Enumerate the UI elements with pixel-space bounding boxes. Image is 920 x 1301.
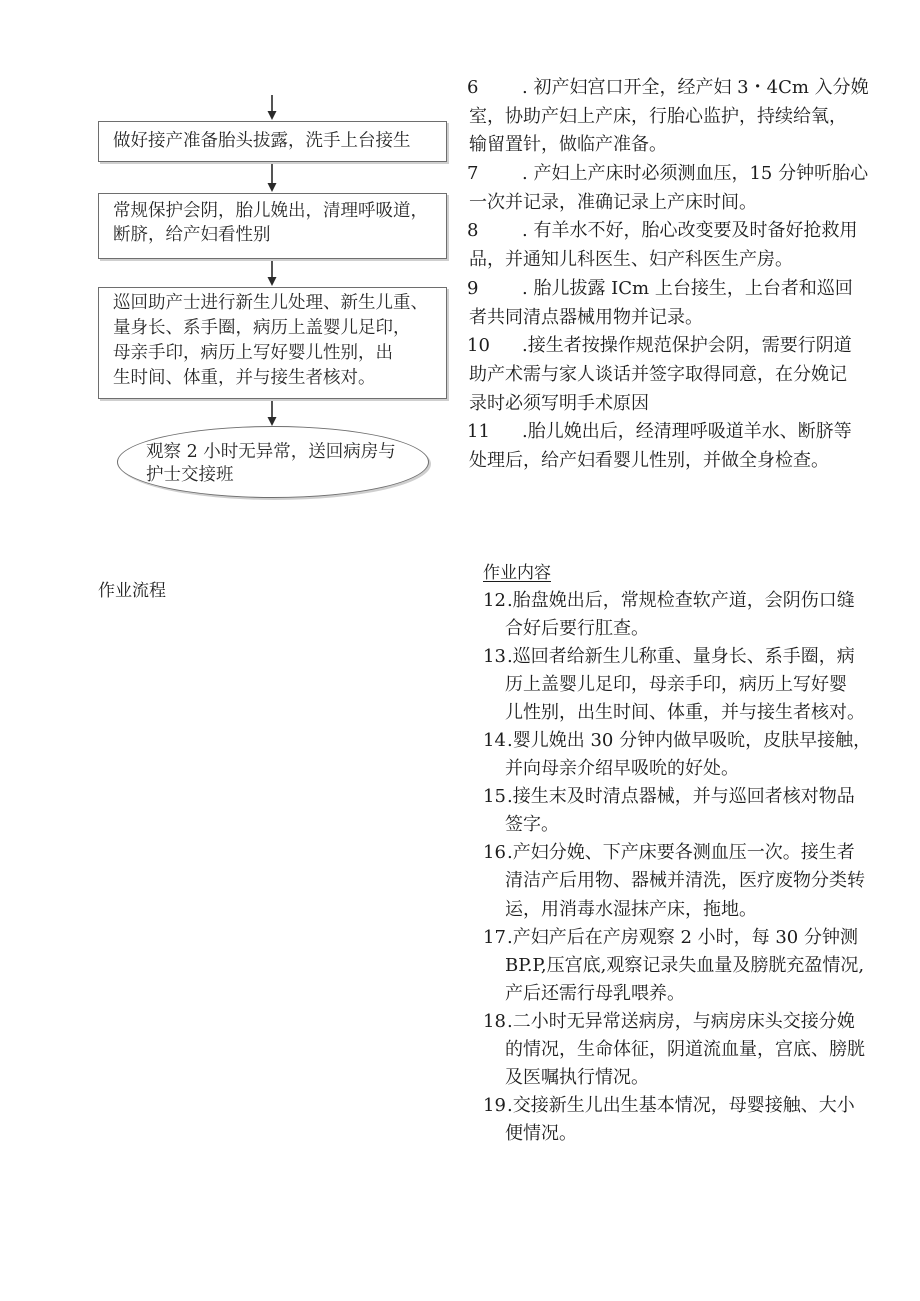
step-number: 14 <box>483 730 506 752</box>
step-text: 及医嘱执行情况。 <box>505 1066 649 1088</box>
step-number: 6 <box>467 77 479 98</box>
step-text: .产妇分娩、下产床要各测血压一次。接生者 <box>507 842 855 864</box>
step-number: 17 <box>483 926 506 948</box>
step-text: 便情况。 <box>505 1122 577 1144</box>
procedure-step <box>483 924 913 1008</box>
step-first-line <box>483 1092 913 1120</box>
step-text: 一次并记录，准确记录上产床时间。 <box>469 191 757 213</box>
step-text: . 产妇上产床时必须测血压，15 分钟听胎心 <box>522 163 869 185</box>
step-first-line <box>483 924 913 952</box>
step-text: 合好后要行肛查。 <box>505 618 649 640</box>
step-first-line <box>467 418 907 447</box>
step-first-line <box>467 160 907 189</box>
step-first-line <box>467 74 907 103</box>
step-text: 品，并通知儿科医生、妇产科医生产房。 <box>469 249 793 271</box>
flow-step-box <box>98 287 447 399</box>
step-text: . 初产妇宫口开全，经产妇 3・4Cm 入分娩 <box>522 77 869 98</box>
step-text: 输留置针，做临产准备。 <box>469 134 667 156</box>
flow-step-text: 生时间、体重，并与接生者核对。 <box>113 368 376 388</box>
step-text: BP.P,压宫底,观察记录失血量及膀胱充盈情况, <box>505 954 865 976</box>
flow-step-box <box>98 121 447 162</box>
step-number: 19 <box>483 1094 506 1116</box>
flow-step-text: 量身长、系手圈，病历上盖婴儿足印， <box>113 318 411 338</box>
step-first-line <box>467 332 907 361</box>
procedure-step <box>483 727 913 783</box>
step-number: 7 <box>467 163 479 185</box>
step-text: 产后还需行母乳喂养。 <box>505 982 685 1004</box>
step-first-line <box>483 783 913 811</box>
step-first-line <box>483 1008 913 1036</box>
procedure-step <box>483 783 913 839</box>
step-number: 16 <box>483 842 506 864</box>
step-text: 签字。 <box>505 814 559 836</box>
step-first-line <box>483 839 913 867</box>
step-text: 室，协助产妇上产床，行胎心监护，持续给氧， <box>469 105 847 127</box>
step-text: .婴儿娩出 30 分钟内做早吸吮，皮肤早接触， <box>507 730 872 752</box>
flow-step-text: 母亲手印，病历上写好婴儿性别，出 <box>113 343 393 363</box>
step-text: .胎儿娩出后，经清理呼吸道羊水、断脐等 <box>522 421 852 443</box>
step-text: 录时必须写明手术原因 <box>469 392 649 414</box>
flow-arrow-down-icon <box>268 260 277 286</box>
step-number: 8 <box>467 220 479 242</box>
step-text: 运，用消毒水湿抹产床，拖地。 <box>505 898 757 920</box>
step-first-line <box>467 275 907 304</box>
step-first-line <box>483 727 913 755</box>
step-text: .产妇产后在产房观察 2 小时，每 30 分钟测 <box>507 926 858 948</box>
flow-step-text: 常规保护会阴，胎儿娩出，清理呼吸道， <box>113 201 428 221</box>
flow-step-text: 做好接产准备胎头拔露，洗手上台接生 <box>113 131 411 151</box>
flow-arrow-down-icon <box>268 400 277 426</box>
flow-end-terminal <box>117 426 429 498</box>
step-text: .巡回者给新生儿称重、量身长、系手圈，病 <box>507 646 855 668</box>
procedure-step <box>467 418 907 475</box>
procedure-step <box>467 74 907 160</box>
step-number: 10 <box>467 335 490 357</box>
flow-end-text: 护士交接班 <box>146 465 234 485</box>
step-number: 11 <box>467 421 490 443</box>
step-text: 历上盖婴儿足印，母亲手印，病历上写好婴 <box>505 674 847 696</box>
step-text: .二小时无异常送病房，与病房床头交接分娩 <box>507 1010 855 1032</box>
step-text: 清洁产后用物、器械并清洗，医疗废物分类转 <box>505 870 865 892</box>
step-number: 18 <box>483 1010 506 1032</box>
procedure-step <box>483 587 913 643</box>
procedure-step <box>483 643 913 727</box>
flow-arrow-down-icon <box>268 164 277 192</box>
step-number: 9 <box>467 277 479 299</box>
procedure-step <box>467 332 907 418</box>
procedure-step <box>483 1092 913 1148</box>
flow-arrow-down-icon <box>268 95 277 120</box>
step-text: .接生末及时清点器械，并与巡回者核对物品 <box>507 786 855 808</box>
step-text: .接生者按操作规范保护会阴，需要行阴道 <box>522 335 852 357</box>
procedure-step <box>467 275 907 332</box>
step-first-line <box>467 217 907 246</box>
step-number: 12 <box>483 590 506 611</box>
step-text: 儿性别，出生时间、体重，并与接生者核对。 <box>505 702 865 724</box>
step-text: 并向母亲介绍早吸吮的好处。 <box>505 758 739 780</box>
step-text: .胎盘娩出后，常规检查软产道，会阴伤口缝 <box>507 590 855 611</box>
section-label-content: 作业内容 <box>483 563 551 583</box>
procedure-list <box>483 587 913 1148</box>
procedure-step <box>467 217 907 274</box>
flow-step-text: 断脐，给产妇看性别 <box>113 225 271 245</box>
step-text: .交接新生儿出生基本情况，母婴接触、大小 <box>507 1094 855 1116</box>
procedure-step <box>483 839 913 923</box>
procedure-list-top <box>467 74 907 476</box>
step-first-line <box>483 587 913 615</box>
flow-end-text: 观察 2 小时无异常，送回病房与 <box>146 442 396 462</box>
procedure-list-bottom <box>483 559 913 1148</box>
procedure-step <box>467 160 907 217</box>
step-text: 助产术需与家人谈话并签字取得同意，在分娩记 <box>469 363 847 385</box>
step-text: 处理后，给产妇看婴儿性别，并做全身检查。 <box>469 449 829 471</box>
flow-step-box <box>98 193 447 259</box>
step-text: . 有羊水不好，胎心改变要及时备好抢救用 <box>522 220 858 242</box>
flow-step-text: 巡回助产士进行新生儿处理、新生儿重、 <box>113 293 428 313</box>
step-first-line <box>483 643 913 671</box>
step-text: 的情况，生命体征，阴道流血量，宫底、膀胱 <box>505 1038 865 1060</box>
step-text: . 胎儿拔露 ICm 上台接生，上台者和巡回 <box>522 277 853 299</box>
step-text: 者共同清点器械用物并记录。 <box>469 306 703 328</box>
step-number: 15 <box>483 786 506 808</box>
section-label-workflow: 作业流程 <box>98 581 166 601</box>
procedure-step <box>483 1008 913 1092</box>
step-number: 13 <box>483 646 506 668</box>
